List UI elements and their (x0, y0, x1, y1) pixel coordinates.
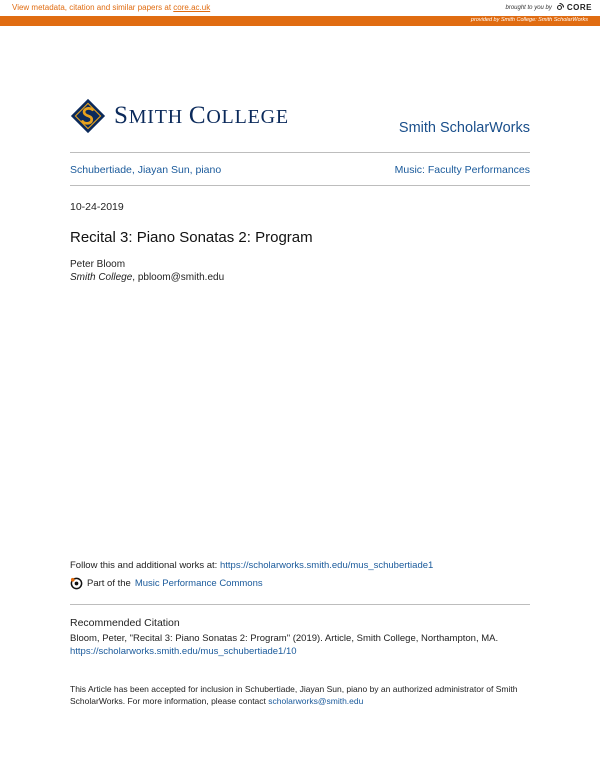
author-name: Peter Bloom (70, 259, 126, 270)
article-title: Recital 3: Piano Sonatas 2: Program (70, 229, 313, 246)
acceptance-notice (70, 683, 535, 707)
core-provided-by: provided by Smith College: Smith ScholarWorks (470, 17, 588, 23)
core-link-anchor[interactable]: core.ac.uk (173, 3, 211, 12)
core-banner-top (0, 0, 600, 16)
part-of-text: Part of the (87, 578, 131, 589)
notice-text: This Article has been accepted for inclusion in Schubertiade, Jiayan Sun, piano by an authorized administrator of Smith ScholarWorks. For more information, please contact (70, 684, 518, 706)
smith-college-wordmark: SMITH COLLEGE (114, 102, 289, 129)
category-link[interactable]: Music: Faculty Performances (394, 164, 530, 176)
author-affiliation (70, 272, 224, 283)
smith-college-logo[interactable] (70, 98, 289, 134)
core-banner-strip (0, 16, 600, 26)
smith-college-seal-icon (70, 98, 106, 134)
citation-url-link[interactable]: https://scholarworks.smith.edu/mus_schubertiade1/10 (70, 646, 297, 657)
core-logo-text: CORE (566, 3, 592, 12)
follow-line (70, 560, 433, 571)
collection-link[interactable]: Schubertiade, Jiayan Sun, piano (70, 164, 222, 176)
music-performance-commons-link[interactable]: Music Performance Commons (134, 578, 263, 589)
digital-commons-network-icon (70, 577, 83, 590)
author-email: , pbloom@smith.edu (132, 272, 225, 283)
part-of-line (70, 577, 263, 590)
affiliation-institution: Smith College (70, 272, 133, 283)
contact-email-link[interactable]: scholarworks@smith.edu (268, 696, 364, 706)
follow-text: Follow this and additional works at: (70, 560, 220, 571)
core-brought-text: brought to you by (505, 4, 552, 11)
repository-name[interactable]: Smith ScholarWorks (398, 120, 530, 136)
core-metadata-link[interactable] (12, 3, 210, 12)
page-header (70, 96, 530, 146)
divider-citation (70, 604, 530, 605)
publication-date: 10-24-2019 (70, 201, 124, 213)
citation-heading: Recommended Citation (70, 617, 180, 629)
core-brought-by (506, 3, 593, 12)
citation-text: Bloom, Peter, "Recital 3: Piano Sonatas 2: Program" (2019). Article, Smith College, Northampton, MA. (70, 633, 499, 644)
follow-url-link[interactable]: https://scholarworks.smith.edu/mus_schubertiade1 (219, 560, 434, 571)
core-banner (0, 0, 600, 26)
divider-top (70, 152, 530, 153)
core-link-prefix: View metadata, citation and similar papers at (12, 3, 174, 12)
divider-bottom (70, 185, 530, 186)
core-logo-icon (555, 3, 564, 12)
